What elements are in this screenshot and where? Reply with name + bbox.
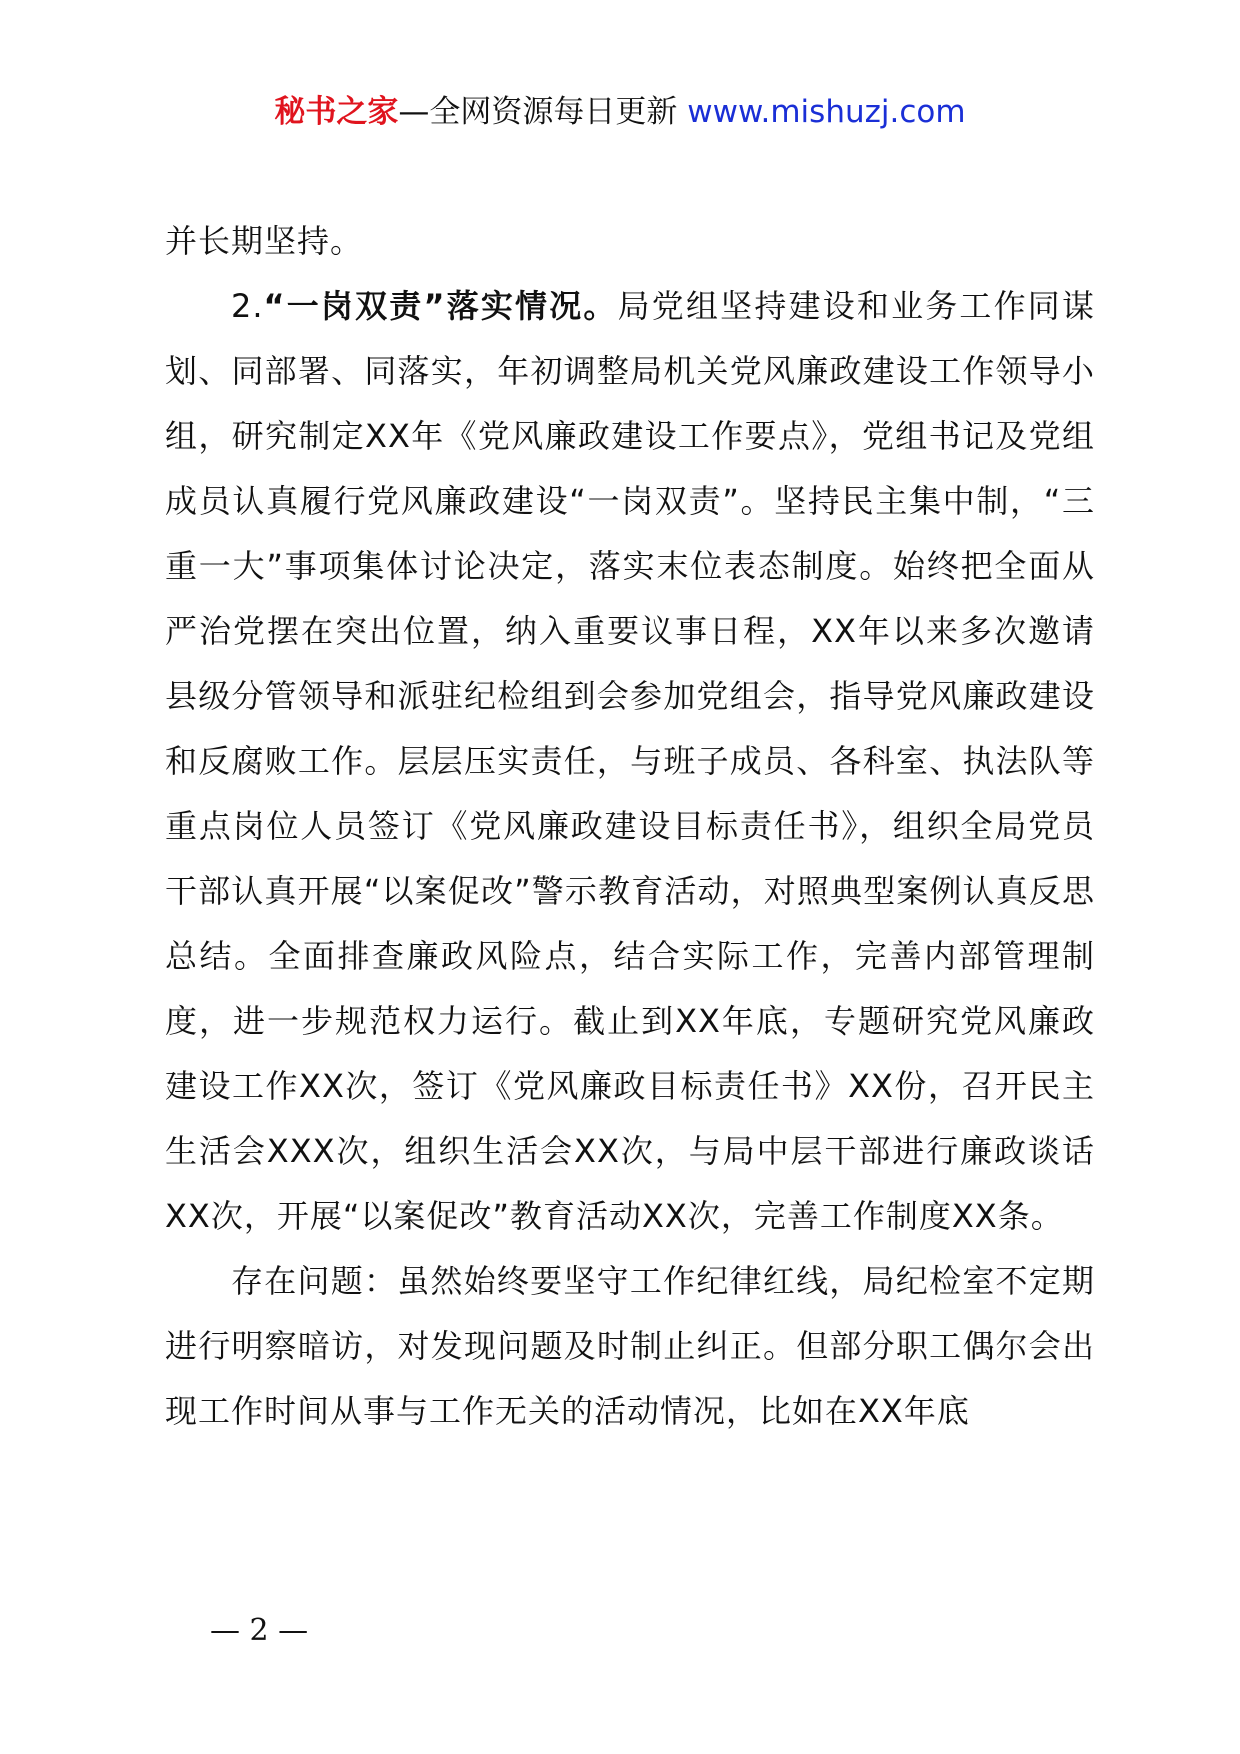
header-tagline: —全网资源每日更新 — [398, 94, 678, 130]
paragraph-one-post-two-duties — [165, 274, 1095, 1249]
paragraph-existing-problems: 存在问题：虽然始终要坚守工作纪律红线，局纪检室不定期进行明察暗访，对发现问题及时制止纠正。但部分职工偶尔会出现工作时间从事与工作无关的活动情况，比如在XX年底 — [165, 1262, 1095, 1430]
item-number: 2. — [231, 287, 264, 325]
page-number: — 2 — — [210, 1613, 309, 1648]
brand-name: 秘书之家 — [274, 94, 399, 130]
document-body — [165, 209, 1095, 1444]
item-heading: “一岗双责”落实情况。 — [263, 287, 618, 325]
page-header — [0, 92, 1240, 132]
paragraph-continuation: 并长期坚持。 — [165, 222, 364, 260]
item-body: 局党组坚持建设和业务工作同谋划、同部署、同落实，年初调整局机关党风廉政建设工作领导小组，研究制定XX年《党风廉政建设工作要点》，党组书记及党组成员认真履行党风廉政建设“一岗双责”。坚持民主集中制，“三重一大”事项集体讨论决定，落实末位表态制度。始终把全面从严治党摆在突出位置，纳入重要议事日程，XX年以来多次邀请县级分管领导和派驻纪检组到会参加党组会，指导党风廉政建设和反腐败工作。层层压实责任，与班子成员、各科室、执法队等重点岗位人员签订《党风廉政建设目标责任书》，组织全局党员干部认真开展“以案促改”警示教育活动，对照典型案例认真反思总结。全面排查廉政风险点，结合实际工作，完善内部管理制度，进一步规范权力运行。截止到XX年底，专题研究党风廉政建设工作XX次，签订《党风廉政目标责任书》XX份，召开民主生活会XXX次，组织生活会XX次，与局中层干部进行廉政谈话XX次，开展“以案促改”教育活动XX次，完善工作制度XX条。 — [165, 287, 1095, 1235]
site-url-link[interactable]: www.mishuzj.com — [687, 94, 966, 130]
